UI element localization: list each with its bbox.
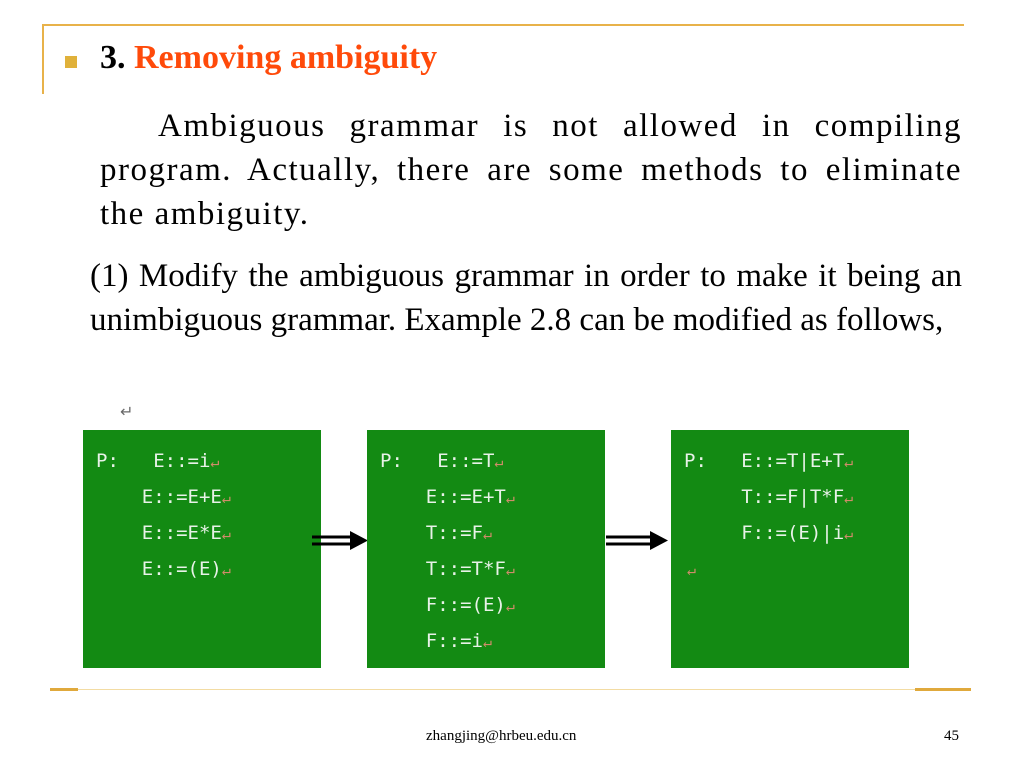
paragraph-modify-grammar: [90, 254, 962, 342]
grammar-line: T::=T*F↵: [380, 558, 515, 580]
frame-left-line: [42, 24, 44, 94]
footer-email: zhangjing@hrbeu.edu.cn: [426, 728, 577, 744]
paragraph1-text: Ambiguous grammar is not allowed in compiling program. Actually, there are some methods to eliminate the ambiguity.: [100, 108, 962, 232]
grammar-line: P: E::=T↵: [380, 450, 504, 472]
grammar-line: T::=F↵: [380, 522, 492, 544]
bottom-accent-right: [915, 688, 971, 691]
grammar-line: P: E::=i↵: [96, 450, 220, 472]
grammar-box-unambiguous: [671, 430, 909, 668]
return-mark-icon: ↵: [120, 402, 134, 421]
grammar-line: F::=(E)↵: [380, 594, 515, 616]
grammar-line: F::=(E)|i↵: [684, 522, 854, 544]
grammar-box-original: [83, 430, 321, 668]
heading-title: Removing ambiguity: [134, 39, 438, 76]
frame-top-line: [42, 24, 964, 26]
heading-number: 3.: [100, 39, 126, 76]
paragraph-ambiguous-grammar: [100, 104, 962, 236]
paragraph2-text: (1) Modify the ambiguous grammar in order to make it being an unimbiguous grammar. Example 2.8 can be modified as follows,: [90, 258, 962, 338]
bottom-accent-left: [50, 688, 78, 691]
bottom-divider: [78, 689, 915, 690]
bullet-square-icon: [65, 56, 77, 68]
grammar-line: F::=i↵: [380, 630, 492, 652]
grammar-line: P: E::=T|E+T↵: [684, 450, 854, 472]
grammar-line: ↵: [687, 561, 697, 579]
grammar-line: T::=F|T*F↵: [684, 486, 854, 508]
page-number: 45: [944, 728, 959, 744]
grammar-line: E::=E+T↵: [380, 486, 515, 508]
slide-heading: [100, 36, 437, 80]
grammar-box-intermediate: [367, 430, 605, 668]
grammar-line: E::=E+E↵: [96, 486, 231, 508]
grammar-line: E::=(E)↵: [96, 558, 231, 580]
double-arrow-icon: [606, 529, 668, 553]
double-arrow-icon: [312, 529, 368, 553]
grammar-line: E::=E*E↵: [96, 522, 231, 544]
